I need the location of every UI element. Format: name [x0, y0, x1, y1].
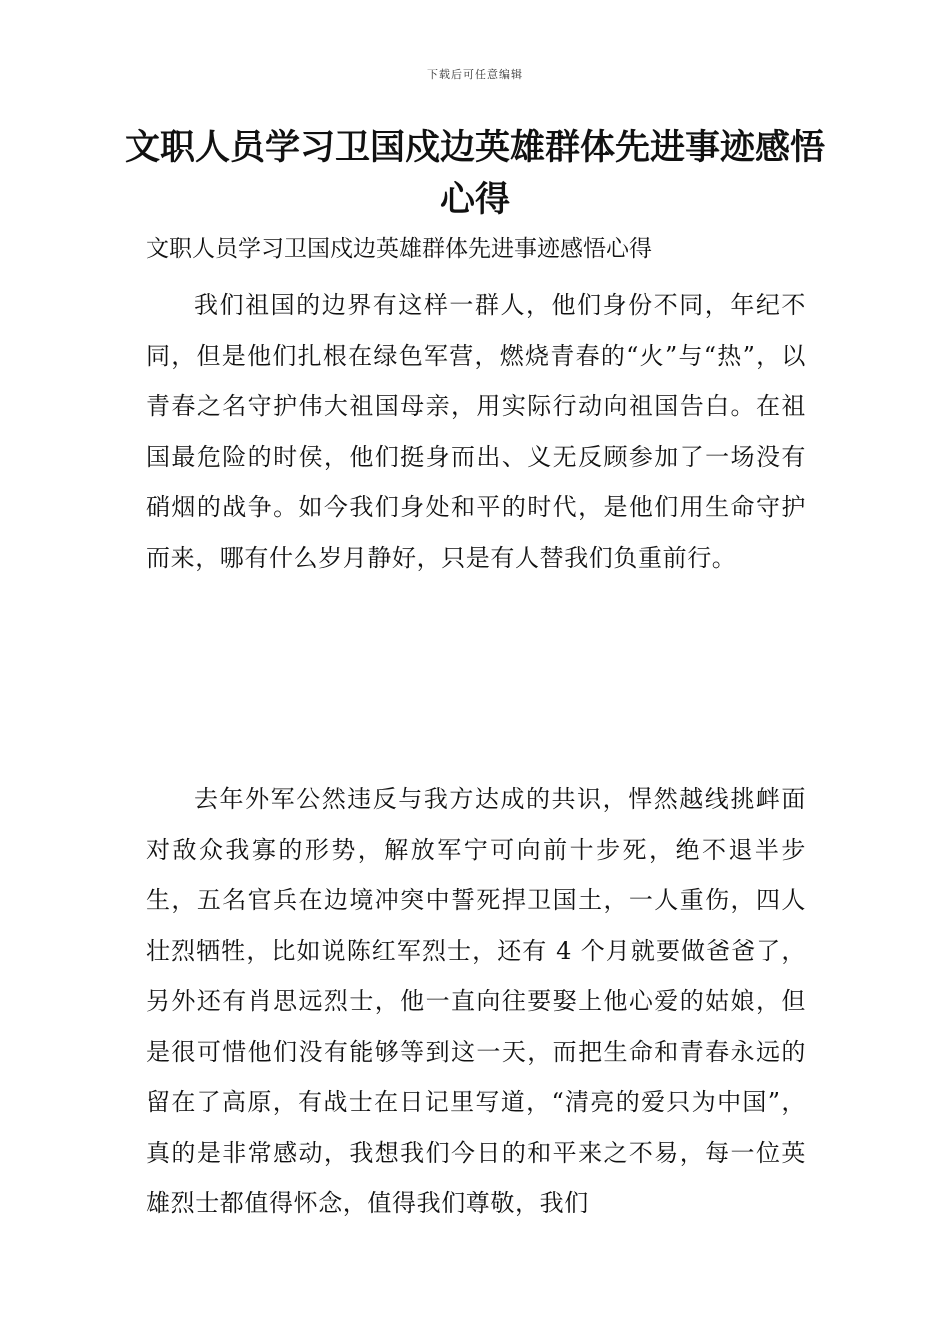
- document-title: 文职人员学习卫国戍边英雄群体先进事迹感悟心得: [124, 128, 825, 220]
- document-subtitle: 文职人员学习卫国戍边英雄群体先进事迹感悟心得: [146, 236, 652, 262]
- body-paragraph-2: 去年外军公然违反与我方达成的共识，悍然越线挑衅面对敌众我寡的形势，解放军宁可向前十步死，绝不退半步生，五名官兵在边境冲突中誓死捍卫国土，一人重伤，四人壮烈牺牲，比如说陈红军烈士，还有 4 个月就要做爸爸了，另外还有肖思远烈士，他一直向往要娶上他心爱的姑娘，但是很可惜他们没有能够等到这一天，而把生命和青春永远的留在了高原，有战士在日记里写道，“清亮的爱只为中国”，真的是非常感动，我想我们今日的和平来之不易，每一位英雄烈士都值得怀念，值得我们尊敬，我们: [146, 785, 806, 1217]
- body-paragraph-1: 我们祖国的边界有这样一群人，他们身份不同，年纪不同，但是他们扎根在绿色军营，燃烧青春的“火”与“热”，以青春之名守护伟大祖国母亲，用实际行动向祖国告白。在祖国最危险的时侯，他们挺身而出、义无反顾参加了一场没有硝烟的战争。如今我们身处和平的时代，是他们用生命守护而来，哪有什么岁月静好，只是有人替我们负重前行。: [146, 291, 806, 572]
- header-note: 下载后可任意编辑: [427, 68, 523, 81]
